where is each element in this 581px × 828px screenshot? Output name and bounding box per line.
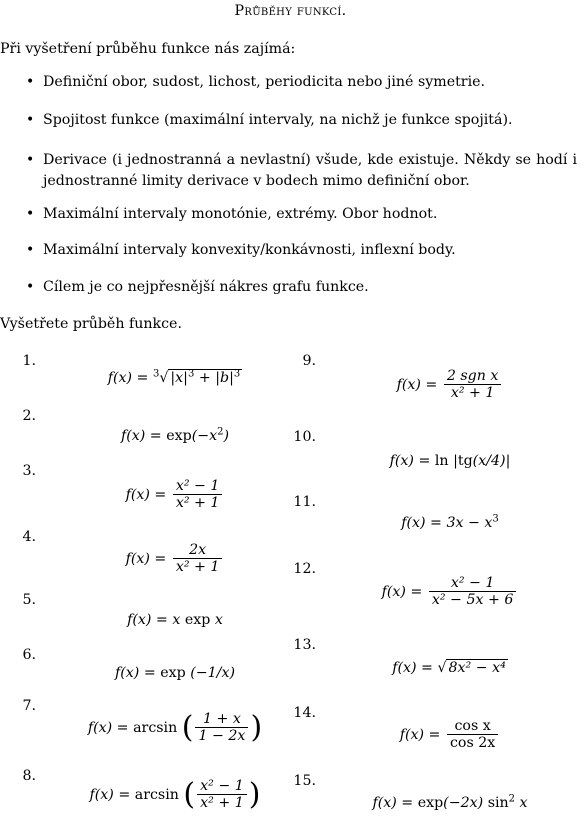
radical-index: 3 — [152, 368, 160, 380]
problem-number: 8. — [22, 768, 36, 784]
problem-number: 1. — [22, 353, 36, 369]
page-title: Průběhy funkcí. — [234, 3, 347, 19]
formula-5: f(x) = x exp x — [127, 612, 223, 628]
formula-11: $f(x) = 3x - x^3$ — [401, 513, 499, 531]
problem-number: 6. — [22, 647, 36, 663]
formula-6: f(x) = exp (−1/x) — [114, 665, 235, 681]
problem-number: 4. — [22, 529, 36, 545]
problem-number: 2. — [22, 408, 36, 424]
list-item: • Maximální intervaly monotónie, extrémy. Obor hodnot. — [43, 206, 577, 223]
problem-number: 7. — [22, 698, 36, 714]
formula-9: f(x) = $\frac{\text{2 sgn x}}{\text{x² + 1}}$ — [345, 368, 555, 402]
list-item: • Derivace (i jednostranná a nevlastní) všude, kde existuje. Někdy se hodí i jednostranné limity derivace v bodech mimo definiční obor. — [43, 150, 577, 191]
list-item: • Cílem je co nejpřesnější nákres grafu funkce. — [43, 279, 577, 296]
formula-13: f(x) = √ 8x² − x⁴ — [392, 660, 506, 676]
problem-number: 5. — [22, 592, 36, 608]
task-text: Vyšetřete průběh funkce. — [0, 316, 182, 332]
formula-7: f(x) = arcsin ( $\frac{1 + x}{1 - 2x}$ ) — [87, 709, 263, 745]
problem-number: 14. — [293, 705, 316, 721]
formula-lhs: f(x) = — [107, 370, 149, 386]
problem-number: 3. — [22, 463, 36, 479]
formula-1: f(x) = $^3$√ $|x|^3 + |b|^3$ — [107, 368, 241, 386]
formula-2: $f(x) = \exp(-x^2)$ — [120, 426, 230, 444]
problem-number: 15. — [293, 773, 316, 789]
formula-4: f(x) = $\frac{2x}{\text{x² + 1}}$ — [70, 542, 280, 576]
formula-10: f(x) = ln |tg(x/4)| — [389, 453, 511, 469]
formula-8: f(x) = arcsin ( $\frac{\text{x² − 1}}{\text{x² + 1}}$ ) — [89, 776, 261, 812]
formula-12: f(x) = $\frac{\text{x² − 1}}{\text{x² − 5x + 6}}$ — [345, 575, 555, 609]
problem-number: 12. — [293, 561, 316, 577]
formula-14: f(x) = $\frac{\text{cos x}}{\cos 2x}$ — [345, 718, 555, 752]
problem-number: 9. — [302, 353, 316, 369]
problem-number: 13. — [293, 637, 316, 653]
problem-number: 10. — [293, 429, 316, 445]
problem-number: 11. — [293, 494, 316, 510]
formula-15: f(x) = exp(−2x) $\sin^2 x$ — [372, 793, 528, 811]
formula-3: f(x) = $\frac{\text{x² − 1}}{\text{x² + 1}}$ — [70, 478, 280, 512]
intro-text: Při vyšetření průběhu funkce nás zajímá: — [0, 41, 296, 57]
list-item: • Definiční obor, sudost, lichost, periodicita nebo jiné symetrie. — [43, 74, 577, 91]
list-item: • Maximální intervaly konvexity/konkávnosti, inflexní body. — [43, 242, 577, 259]
list-item: • Spojitost funkce (maximální intervaly, na nichž je funkce spojitá). — [43, 112, 577, 129]
